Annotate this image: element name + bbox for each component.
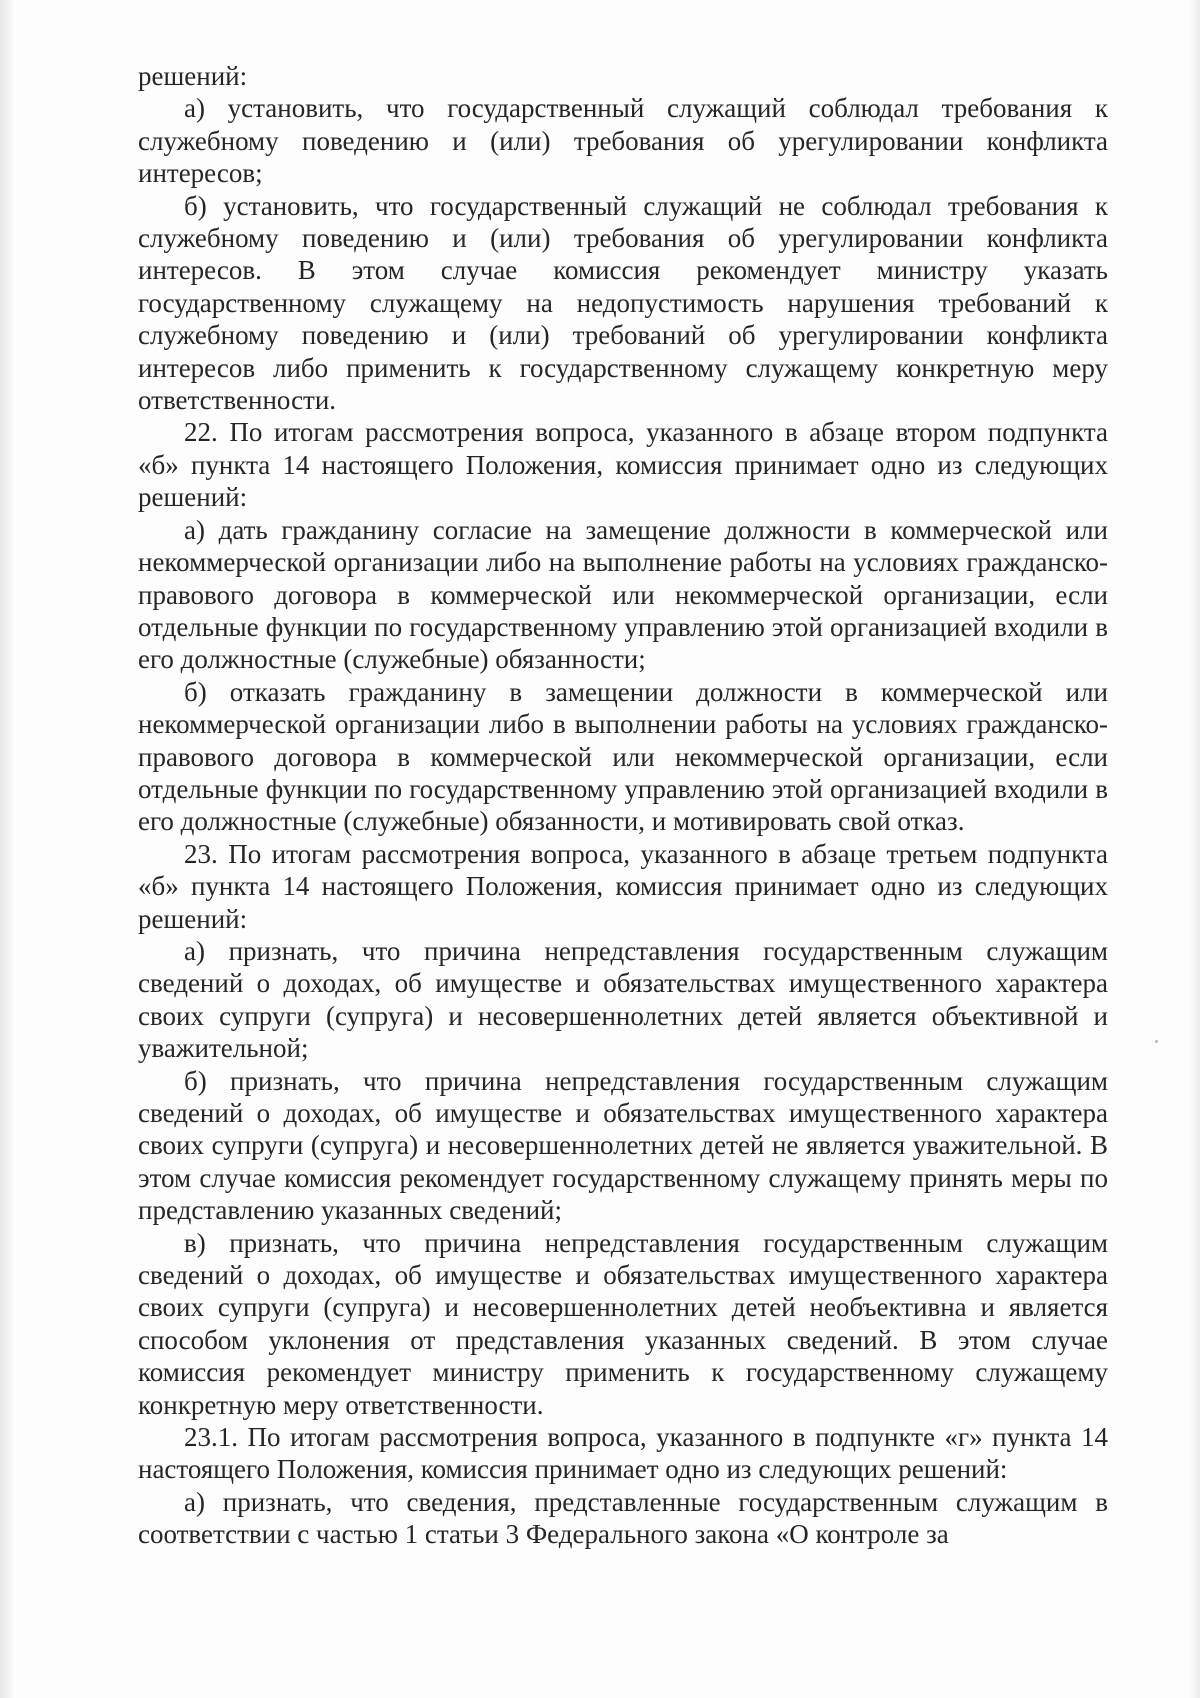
paragraph-21b: б) установить, что государственный служащий не соблюдал требования к служебному поведению и (или) требования об урегулировании конфликта интересов. В этом случае комиссия рекомендует министру указать государственному служащему на недопустимость нарушения требований к служебному поведению и (или) требований об урегулировании конфликта интересов либо применить к государственному служащему конкретную меру ответственности. xyxy=(138,190,1108,416)
paragraph-23b: б) признать, что причина непредставления государственным служащим сведений о доходах, об имуществе и обязательствах имущественного характера своих супруги (супруга) и несовершеннолетних детей не является уважительной. В этом случае комиссия рекомендует государственному служащему принять меры по представлению указанных сведений; xyxy=(138,1065,1108,1226)
paragraph-22b: б) отказать гражданину в замещении должности в коммерческой или некоммерческой организации либо в выполнении работы на условиях гражданско-правового договора в коммерческой или некоммерческой организации, если отдельные функции по государственному управлению этой организацией входили в его должностные (служебные) обязанности, и мотивировать свой отказ. xyxy=(138,676,1108,837)
scan-edge-left xyxy=(0,0,14,1698)
document-body xyxy=(138,60,1108,1551)
paragraph-21a: а) установить, что государственный служащий соблюдал требования к служебному поведению и (или) требования об урегулировании конфликта интересов; xyxy=(138,93,1108,189)
paragraph-22: 22. По итогам рассмотрения вопроса, указанного в абзаце втором подпункта «б» пункта 14 настоящего Положения, комиссия принимает одно из следующих решений: xyxy=(138,417,1108,513)
paragraph-continuation: решений: xyxy=(138,61,248,91)
paragraph-23-1a: а) признать, что сведения, представленные государственным служащим в соответствии с частью 1 статьи 3 Федерального закона «О контроле за xyxy=(138,1486,1108,1550)
paragraph-23a: а) признать, что причина непредставления государственным служащим сведений о доходах, об имуществе и обязательствах имущественного характера своих супруги (супруга) и несовершеннолетних детей является объективной и уважительной; xyxy=(138,935,1108,1064)
scan-speck xyxy=(1155,1040,1158,1043)
paragraph-23v: в) признать, что причина непредставления государственным служащим сведений о доходах, об имуществе и обязательствах имущественного характера своих супруги (супруга) и несовершеннолетних детей необъективна и является способом уклонения от представления указанных сведений. В этом случае комиссия рекомендует министру применить к государственному служащему конкретную меру ответственности. xyxy=(138,1227,1108,1420)
paragraph-23: 23. По итогам рассмотрения вопроса, указанного в абзаце третьем подпункта «б» пункта 14 настоящего Положения, комиссия принимает одно из следующих решений: xyxy=(138,838,1108,934)
paragraph-23-1: 23.1. По итогам рассмотрения вопроса, указанного в подпункте «г» пункта 14 настоящего Положения, комиссия принимает одно из следующих решений: xyxy=(138,1422,1108,1485)
paragraph-22a: а) дать гражданину согласие на замещение должности в коммерческой или некоммерческой организации либо на выполнение работы на условиях гражданско-правового договора в коммерческой или некоммерческой организации, если отдельные функции по государственному управлению этой организацией входили в его должностные (служебные) обязанности; xyxy=(138,514,1108,675)
scan-edge-right xyxy=(1190,0,1200,1698)
